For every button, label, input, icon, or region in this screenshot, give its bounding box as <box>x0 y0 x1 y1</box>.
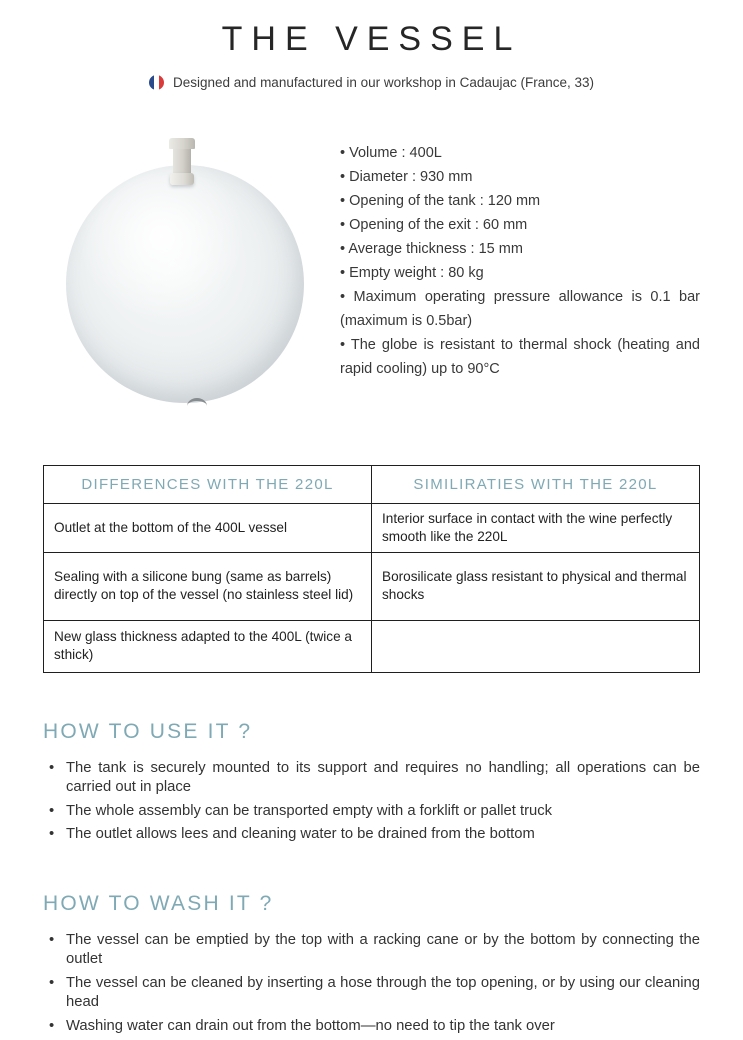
table-row <box>44 620 700 672</box>
vessel-cap-stem <box>173 148 191 175</box>
product-overview-section <box>48 135 700 403</box>
page-title: THE VESSEL <box>221 20 522 58</box>
vessel-outlet-mark <box>187 398 207 408</box>
list-item: • The tank is securely mounted to its support and requires no handling; all operations can be carried out in place <box>43 759 700 798</box>
table-cell-sim-2: Borosilicate glass resistant to physical and thermal shocks <box>372 552 700 620</box>
table-cell-diff-3: New glass thickness adapted to the 400L (twice a sthick) <box>44 620 372 672</box>
table-cell-diff-1: Outlet at the bottom of the 400L vessel <box>44 504 372 553</box>
france-flag-icon <box>149 75 164 90</box>
table-header-similarities: SIMILIRATIES WITH THE 220L <box>372 466 700 504</box>
origin-subtitle-row <box>0 75 743 90</box>
spec-item-volume: • Volume : 400L <box>340 141 700 165</box>
spec-item-diameter: • Diameter : 930 mm <box>340 165 700 189</box>
how-to-use-list <box>43 759 700 845</box>
spec-list <box>340 135 700 403</box>
list-item: • The whole assembly can be transported empty with a forklift or pallet truck <box>43 802 700 822</box>
table-row <box>44 504 700 553</box>
spec-item-thermal-shock: • The globe is resistant to thermal shock (heating and rapid cooling) up to 90°C <box>340 333 700 381</box>
list-item: • The vessel can be emptied by the top with a racking cane or by the bottom by connecting the outlet <box>43 931 700 970</box>
spec-item-tank-opening: • Opening of the tank : 120 mm <box>340 189 700 213</box>
spec-item-weight: • Empty weight : 80 kg <box>340 261 700 285</box>
comparison-table <box>43 465 700 673</box>
table-cell-diff-2: Sealing with a silicone bung (same as barrels) directly on top of the vessel (no stainless steel lid) <box>44 552 372 620</box>
table-cell-sim-3 <box>372 620 700 672</box>
vessel-cap-top <box>169 138 195 149</box>
spec-item-exit-opening: • Opening of the exit : 60 mm <box>340 213 700 237</box>
list-item: • The outlet allows lees and cleaning water to be drained from the bottom <box>43 825 700 845</box>
table-row <box>44 552 700 620</box>
list-item: • The vessel can be cleaned by inserting a hose through the top opening, or by using our cleaning head <box>43 974 700 1013</box>
how-to-wash-list <box>43 931 700 1037</box>
how-to-wash-heading: HOW TO WASH IT ? <box>43 891 274 915</box>
spec-item-thickness: • Average thickness : 15 mm <box>340 237 700 261</box>
list-item: • Washing water can drain out from the bottom—no need to tip the tank over <box>43 1017 700 1037</box>
origin-subtitle: Designed and manufactured in our workshop in Cadaujac (France, 33) <box>173 75 594 90</box>
how-to-use-heading: HOW TO USE IT ? <box>43 719 253 743</box>
table-cell-sim-1: Interior surface in contact with the wine perfectly smooth like the 220L <box>372 504 700 553</box>
vessel-sphere <box>66 165 304 403</box>
vessel-cap-collar <box>170 173 194 185</box>
table-header-row <box>44 466 700 504</box>
table-header-differences: DIFFERENCES WITH THE 220L <box>44 466 372 504</box>
spec-item-pressure: • Maximum operating pressure allowance is 0.1 bar (maximum is 0.5bar) <box>340 285 700 333</box>
vessel-product-image <box>48 135 340 403</box>
